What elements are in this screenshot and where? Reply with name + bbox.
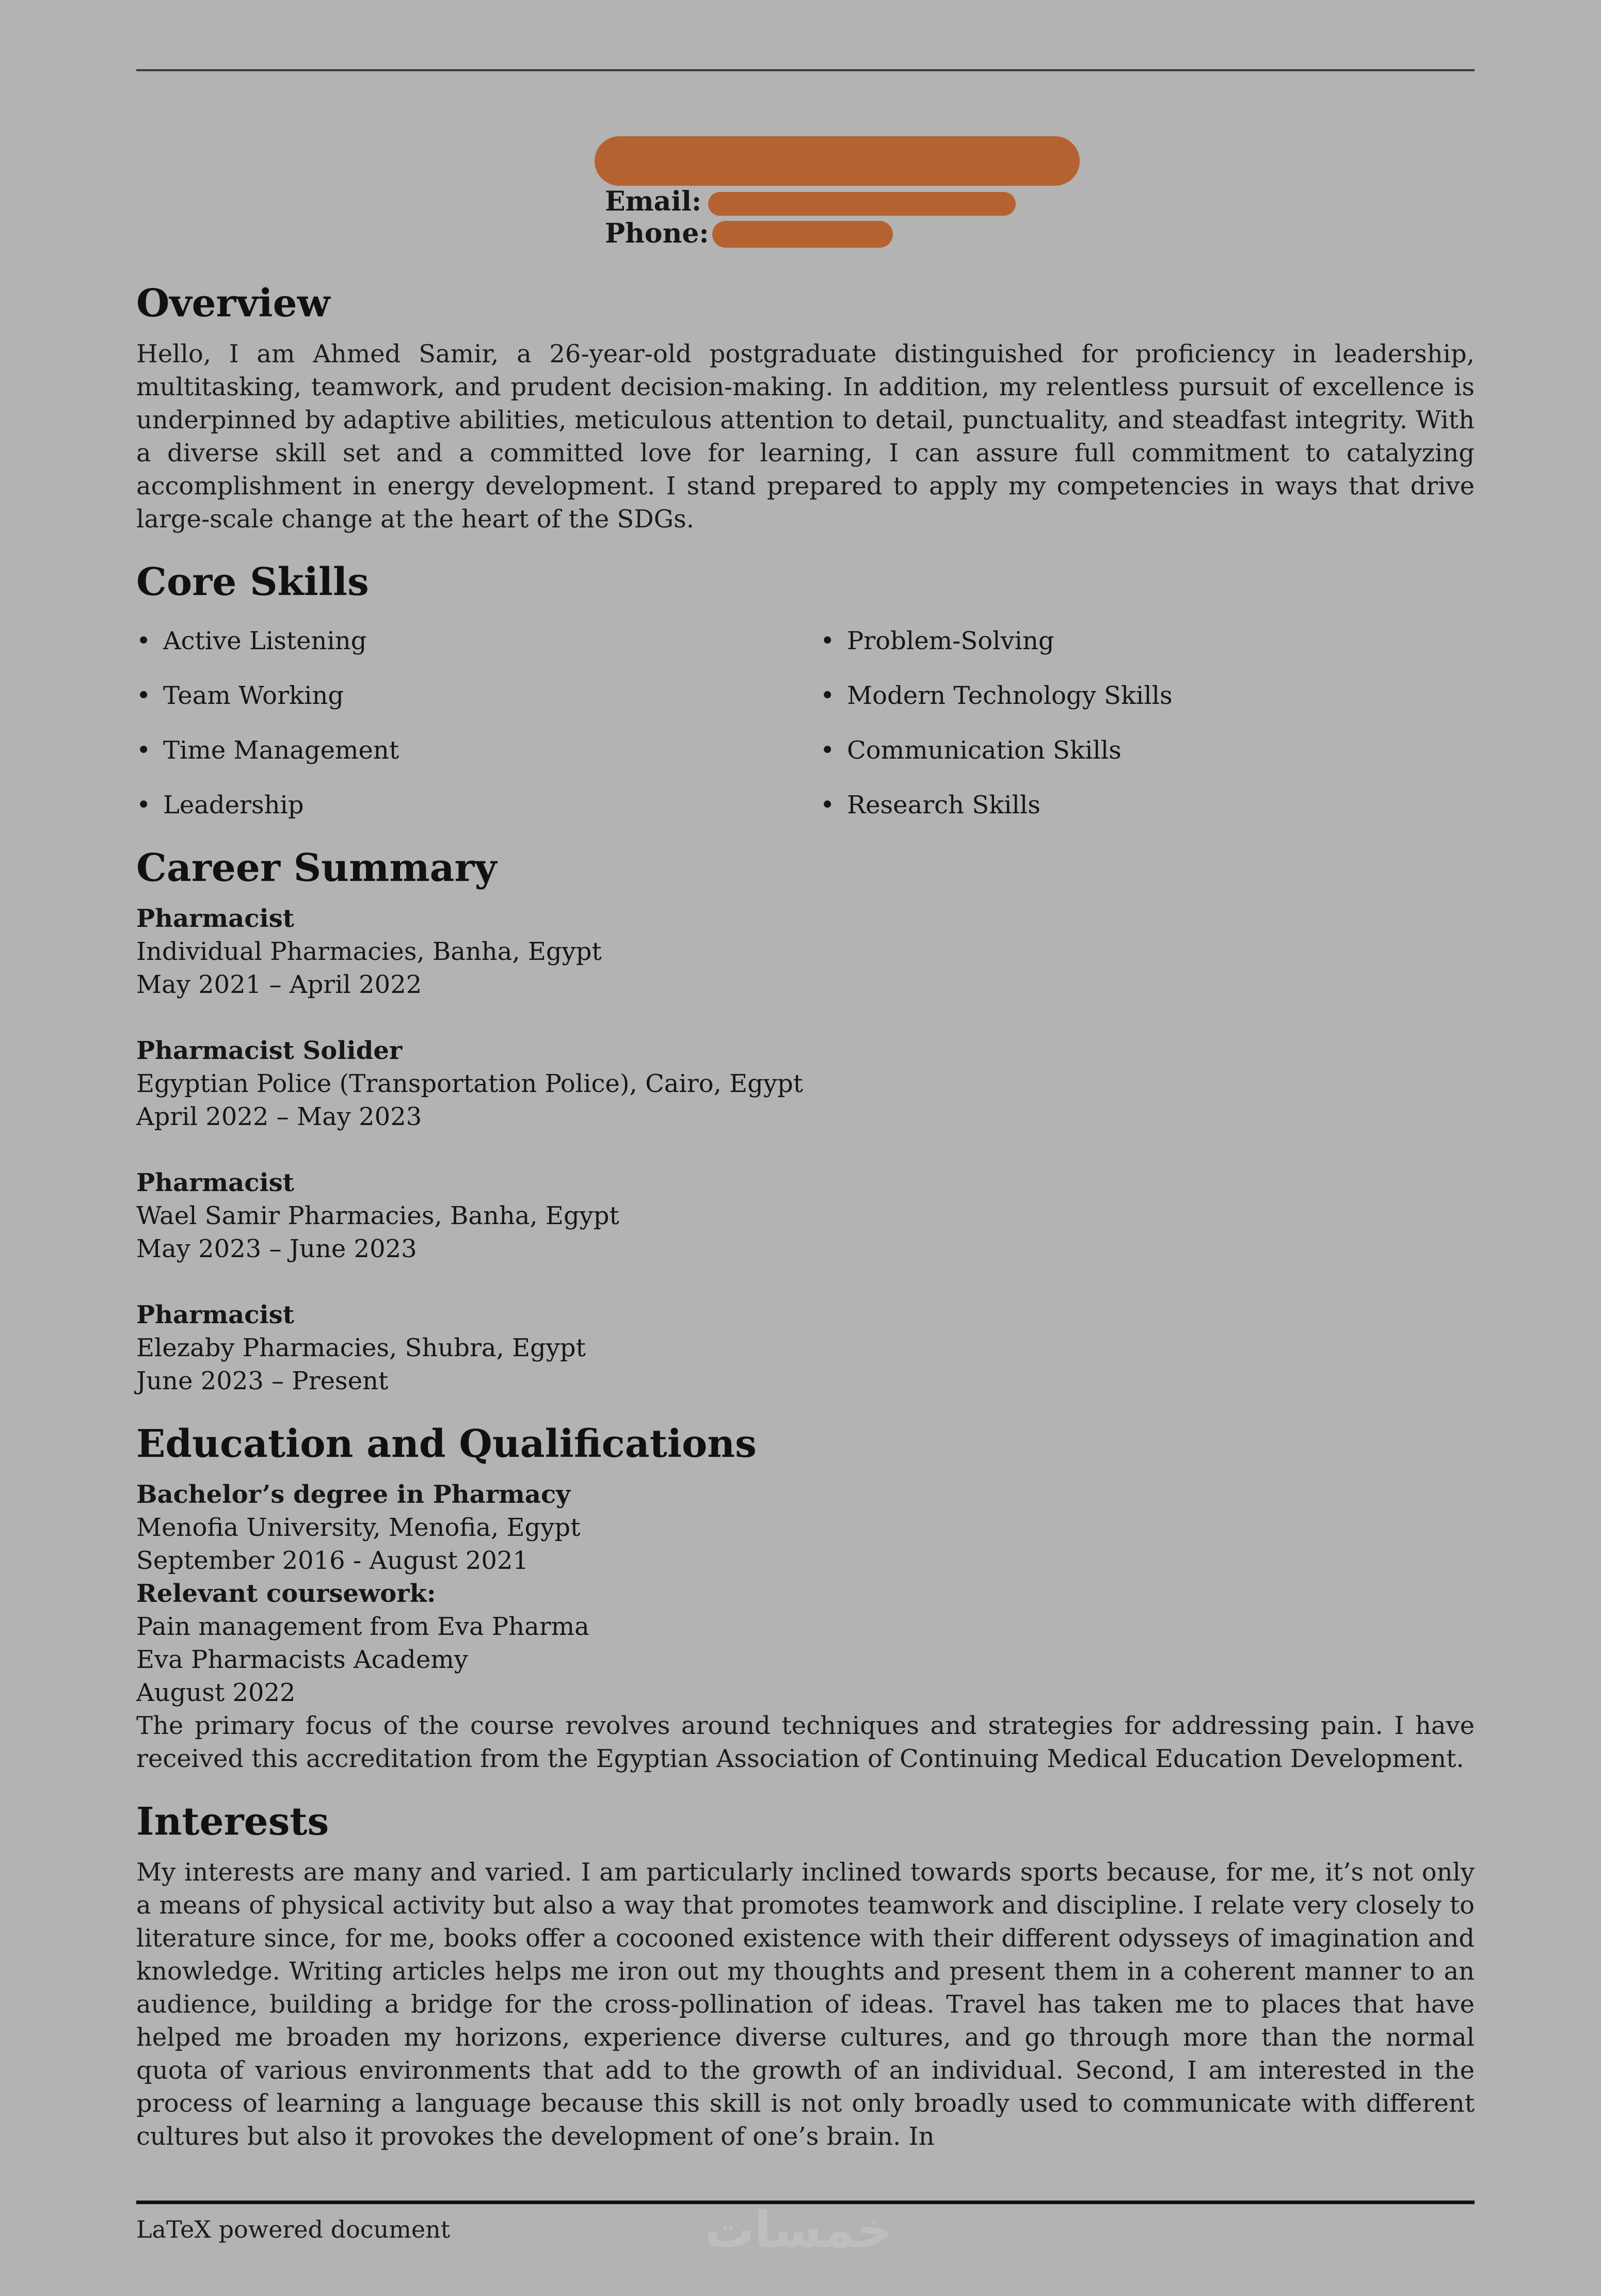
list-item	[136, 789, 820, 822]
skill-label: Leadership	[163, 791, 304, 820]
job-place: Individual Pharmacies, Banha, Egypt	[136, 937, 602, 966]
course-description: The primary focus of the course revolves around techniques and strategies for addressing pain. I have received this accreditation from the Egyptian Association of Continuing Medical Education Development.	[136, 1711, 1475, 1773]
education-section	[136, 1419, 1475, 1775]
university: Menofia University, Menofia, Egypt	[136, 1513, 581, 1542]
interests-section	[136, 1797, 1475, 2153]
list-item	[136, 679, 820, 712]
job-dates: May 2021 – April 2022	[136, 970, 422, 999]
name-line	[605, 129, 1069, 186]
list-item	[136, 624, 820, 657]
bullet-icon: •	[136, 791, 151, 820]
skill-label: Team Working	[163, 681, 344, 710]
core-skills-section	[136, 557, 1475, 822]
bullet-icon: •	[820, 736, 835, 765]
job-role: Pharmacist	[136, 904, 294, 933]
career-title: Career Summary	[136, 846, 497, 890]
course-date: August 2022	[136, 1678, 296, 1707]
email-redaction	[708, 192, 1016, 216]
list-item	[136, 734, 820, 767]
top-rule	[136, 69, 1475, 71]
job-dates: June 2023 – Present	[136, 1367, 389, 1395]
skill-label: Active Listening	[163, 627, 367, 655]
email-label: Email:	[605, 186, 702, 217]
phone-redaction	[712, 221, 893, 248]
bullet-icon: •	[136, 627, 151, 655]
career-section	[136, 843, 1475, 1398]
bullet-icon: •	[820, 681, 835, 710]
skill-label: Research Skills	[847, 791, 1040, 820]
coursework-label: Relevant coursework:	[136, 1579, 436, 1608]
job-place: Egyptian Police (Transportation Police), Cairo, Egypt	[136, 1069, 804, 1098]
list-item	[820, 624, 1475, 657]
overview-title: Overview	[136, 281, 330, 326]
skill-label: Communication Skills	[847, 736, 1122, 765]
education-title: Education and Qualifications	[136, 1422, 757, 1466]
email-line	[605, 186, 1069, 218]
bullet-icon: •	[820, 791, 835, 820]
degree-title: Bachelor’s degree in Pharmacy	[136, 1480, 571, 1509]
phone-label: Phone:	[605, 218, 709, 249]
bullet-icon: •	[136, 736, 151, 765]
skills-grid	[136, 624, 1475, 822]
job-dates: April 2022 – May 2023	[136, 1102, 422, 1131]
skill-label: Modern Technology Skills	[847, 681, 1173, 710]
bullet-icon: •	[136, 681, 151, 710]
phone-line	[605, 218, 1069, 250]
course-provider: Eva Pharmacists Academy	[136, 1645, 468, 1674]
interests-text: My interests are many and varied. I am particularly inclined towards sports because, for me, it’s not only a means of physical activity but also a way that promotes teamwork and discipline. I relate very closely to literature since, for me, books offer a cocooned existence with their different odysseys of imagination and knowledge. Writing articles helps me iron out my thoughts and present them in a coherent manner to an audience, building a bridge for the cross-pollination of ideas. Travel has taken me to places that have helped me broaden my horizons, experience diverse cultures, and go through more than the normal quota of various environments that add to the growth of an individual. Second, I am interested in the process of learning a language because this skill is not only broadly used to communicate with different cultures but also it provokes the development of one’s brain. In	[136, 1858, 1475, 2151]
job-role: Pharmacist	[136, 1168, 294, 1197]
skill-label: Time Management	[163, 736, 399, 765]
career-entry	[136, 1166, 1475, 1265]
bullet-icon: •	[820, 627, 835, 655]
course-name: Pain management from Eva Pharma	[136, 1612, 589, 1641]
job-dates: May 2023 – June 2023	[136, 1234, 417, 1263]
resume-body	[136, 279, 1475, 2175]
footer-text: LaTeX powered document	[136, 2215, 451, 2243]
list-item	[820, 734, 1475, 767]
name-redaction	[595, 136, 1080, 186]
career-entry	[136, 902, 1475, 1001]
job-role: Pharmacist	[136, 1300, 294, 1329]
career-entry	[136, 1034, 1475, 1133]
skill-label: Problem-Solving	[847, 627, 1054, 655]
list-item	[820, 679, 1475, 712]
education-dates: September 2016 - August 2021	[136, 1546, 529, 1575]
overview-text: Hello, I am Ahmed Samir, a 26-year-old postgraduate distinguished for proficiency in leadership, multitasking, teamwork, and prudent decision-making. In addition, my relentless pursuit of excellence is underpinned by adaptive abilities, meticulous attention to detail, punctuality, and steadfast integrity. With a diverse skill set and a committed love for learning, I can assure full commitment to catalyzing accomplishment in energy development. I stand prepared to apply my competencies in ways that drive large-scale change at the heart of the SDGs.	[136, 340, 1475, 534]
overview-section	[136, 279, 1475, 536]
job-role: Pharmacist Solider	[136, 1036, 403, 1065]
job-place: Wael Samir Pharmacies, Banha, Egypt	[136, 1201, 619, 1230]
career-entry	[136, 1298, 1475, 1398]
resume-header	[605, 129, 1069, 250]
job-place: Elezaby Pharmacies, Shubra, Egypt	[136, 1334, 586, 1362]
watermark-logo: خمسات	[705, 2201, 892, 2259]
interests-title: Interests	[136, 1800, 329, 1844]
core-skills-title: Core Skills	[136, 560, 369, 604]
list-item	[820, 789, 1475, 822]
